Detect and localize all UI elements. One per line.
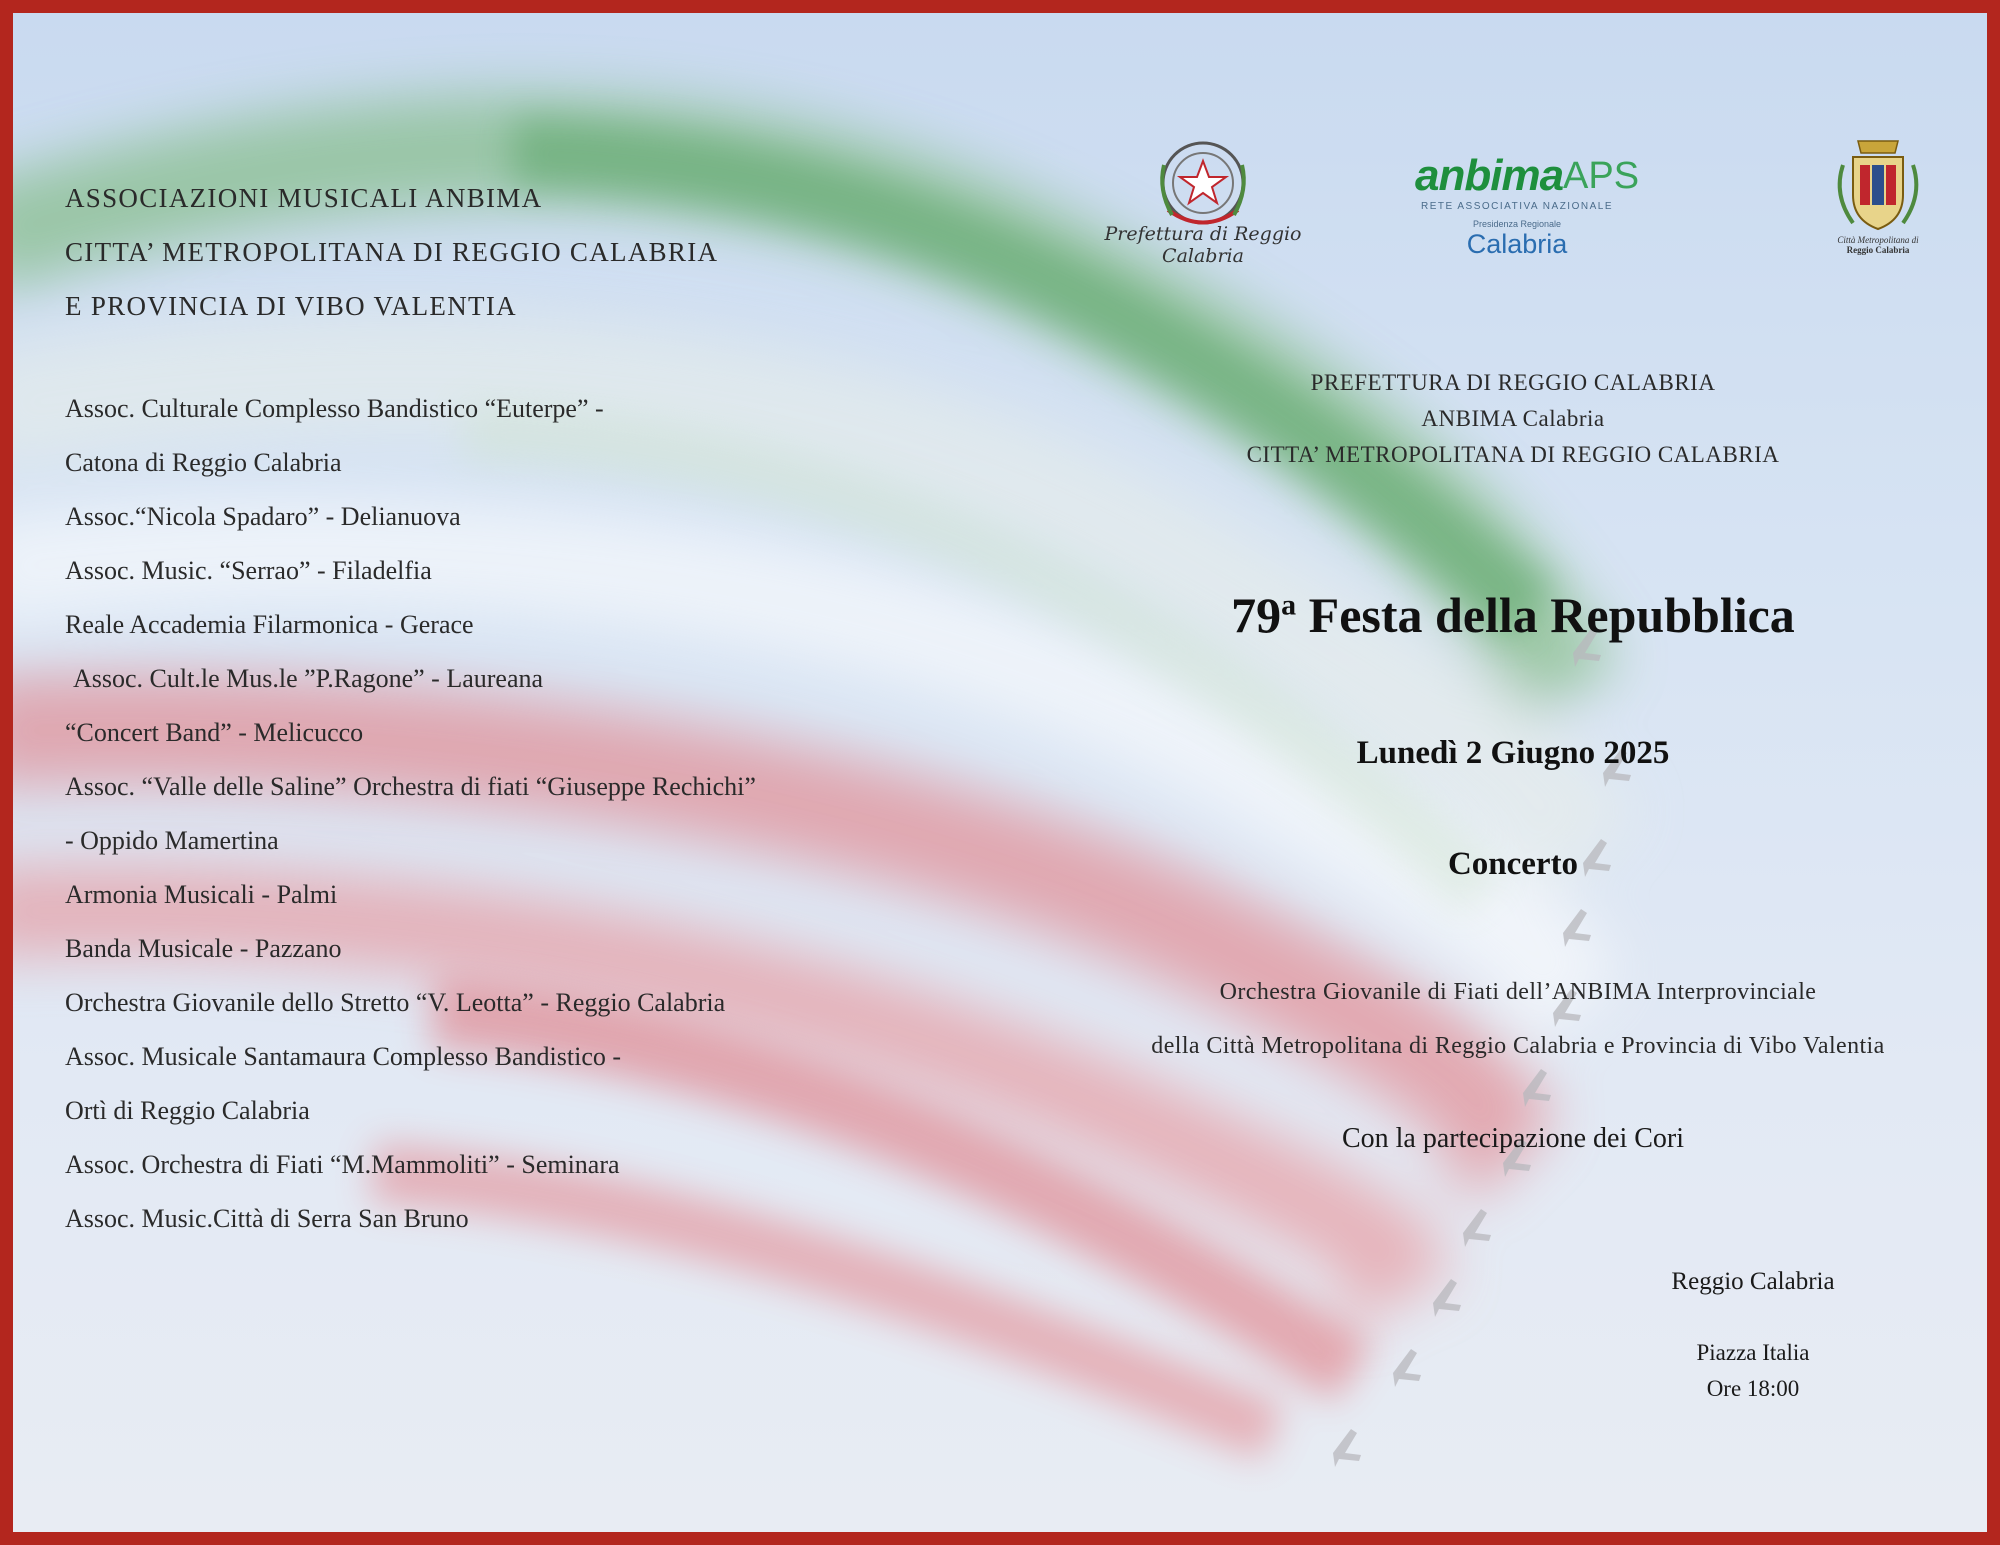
orchestra-block bbox=[1053, 965, 1983, 1073]
anbima-presidency: Presidenza Regionale bbox=[1472, 219, 1562, 229]
orchestra-line: Orchestra Giovanile di Fiati dell’ANBIMA Interprovinciale bbox=[1219, 979, 1817, 1005]
list-item: Reale Accademia Filarmonica - Gerace bbox=[65, 610, 474, 639]
title-number: 79 bbox=[1231, 587, 1282, 643]
citta-caption bbox=[1813, 235, 1943, 255]
list-item: Assoc. “Valle delle Saline” Orchestra di fiati “Giuseppe Rechichi” bbox=[65, 772, 756, 801]
organizer-line: ANBIMA Calabria bbox=[1421, 406, 1605, 431]
anbima-tagline: RETE ASSOCIATIVA NAZIONALE bbox=[1420, 201, 1613, 212]
event-date: Lunedì 2 Giugno 2025 bbox=[1356, 735, 1670, 771]
organizers-block bbox=[1063, 365, 1963, 473]
event-type: Concerto bbox=[1447, 846, 1579, 882]
list-item: “Concert Band” - Melicucco bbox=[65, 718, 364, 747]
list-item: Assoc. Culturale Complesso Bandistico “Euterpe” - bbox=[65, 394, 604, 423]
association-header bbox=[65, 171, 825, 333]
organizer-line: PREFETTURA DI REGGIO CALABRIA bbox=[1310, 370, 1716, 395]
list-item: Assoc. Cult.le Mus.le ”P.Ragone” - Laureana bbox=[73, 664, 544, 693]
coat-of-arms-icon bbox=[1813, 135, 1943, 233]
list-item: Banda Musicale - Pazzano bbox=[65, 934, 342, 963]
anbima-logo bbox=[1413, 151, 1640, 266]
event-venue: Piazza Italia bbox=[1696, 1340, 1810, 1365]
participation-text: Con la partecipazione dei Cori bbox=[1341, 1123, 1685, 1154]
citta-metropolitana-logo bbox=[1813, 135, 1943, 265]
list-item: Assoc.“Nicola Spadaro” - Delianuova bbox=[65, 502, 461, 531]
event-title bbox=[1063, 586, 1963, 644]
list-item: Assoc. Orchestra di Fiati “M.Mammoliti” - Seminara bbox=[65, 1150, 620, 1179]
event-time: Ore 18:00 bbox=[1706, 1376, 1800, 1401]
citta-caption-line: Città Metropolitana di bbox=[1837, 235, 1919, 245]
association-list bbox=[65, 382, 965, 1246]
list-item: Assoc. Music. “Serrao” - Filadelfia bbox=[65, 556, 432, 585]
prefettura-logo bbox=[1068, 135, 1338, 275]
title-text: Festa della Repubblica bbox=[1296, 587, 1795, 643]
list-item: Armonia Musicali - Palmi bbox=[65, 880, 338, 909]
header-line: E PROVINCIA DI VIBO VALENTIA bbox=[65, 291, 517, 321]
list-item: Ortì di Reggio Calabria bbox=[65, 1096, 310, 1125]
list-item: - Oppido Mamertina bbox=[65, 826, 279, 855]
list-item: Assoc. Music.Città di Serra San Bruno bbox=[65, 1204, 469, 1233]
prefettura-caption: Prefettura di Reggio Calabria bbox=[1104, 223, 1302, 267]
list-item: Orchestra Giovanile dello Stretto “V. Leotta” - Reggio Calabria bbox=[65, 988, 726, 1017]
list-item: Catona di Reggio Calabria bbox=[65, 448, 342, 477]
citta-caption-line: Reggio Calabria bbox=[1846, 245, 1910, 255]
title-ordinal: a bbox=[1281, 588, 1297, 622]
anbima-region: Calabria bbox=[1466, 229, 1568, 259]
organizer-line: CITTA’ METROPOLITANA DI REGGIO CALABRIA bbox=[1246, 442, 1780, 467]
anbima-wordmark: anbima bbox=[1415, 151, 1564, 200]
event-city: Reggio Calabria bbox=[1671, 1268, 1835, 1295]
anbima-aps: APS bbox=[1563, 155, 1640, 197]
header-line: ASSOCIAZIONI MUSICALI ANBIMA bbox=[65, 183, 543, 213]
event-venue-time bbox=[1613, 1335, 1893, 1407]
list-item: Assoc. Musicale Santamaura Complesso Bandistico - bbox=[65, 1042, 622, 1071]
orchestra-line: della Città Metropolitana di Reggio Calabria e Provincia di Vibo Valentia bbox=[1151, 1033, 1885, 1059]
header-line: CITTA’ METROPOLITANA DI REGGIO CALABRIA bbox=[65, 237, 719, 267]
